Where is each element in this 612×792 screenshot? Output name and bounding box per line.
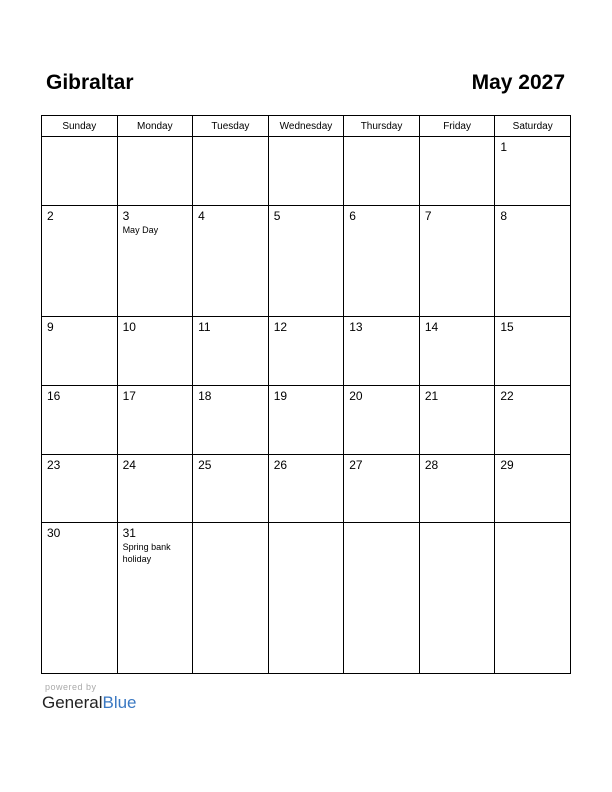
- day-cell: [193, 205, 269, 316]
- day-cell: [495, 385, 571, 454]
- day-number: 5: [273, 208, 281, 223]
- day-cell: [344, 317, 420, 386]
- day-cell: [495, 454, 571, 523]
- day-cell: [495, 523, 571, 674]
- day-cell: [419, 205, 495, 316]
- day-number: 13: [349, 320, 363, 335]
- weekday-header: Sunday: [42, 116, 118, 137]
- day-cell: [344, 205, 420, 316]
- day-number: 31: [122, 526, 136, 541]
- day-number: 11: [198, 320, 211, 335]
- day-cell: [344, 137, 420, 206]
- day-number: 3: [122, 208, 130, 223]
- brand-general: General: [42, 693, 103, 712]
- country-title: Gibraltar: [46, 71, 134, 94]
- day-cell: [193, 454, 269, 523]
- day-cell: [344, 523, 420, 674]
- day-cell: [117, 317, 193, 386]
- day-number: 29: [500, 457, 514, 472]
- day-number: 12: [273, 320, 288, 335]
- day-number: 18: [198, 388, 212, 403]
- weekday-header: Thursday: [344, 116, 420, 137]
- day-cell: [419, 385, 495, 454]
- calendar-grid: [41, 115, 571, 674]
- day-number: 22: [500, 388, 514, 403]
- week-row: [42, 385, 571, 454]
- day-cell: [42, 385, 118, 454]
- holiday-label: Spring bank holiday: [122, 542, 171, 565]
- day-number: 6: [349, 208, 356, 223]
- day-number: 7: [424, 208, 432, 223]
- day-number: 4: [198, 208, 205, 223]
- day-cell: [42, 523, 118, 674]
- day-number: 21: [424, 388, 439, 403]
- day-cell: [42, 205, 118, 316]
- day-cell: [42, 317, 118, 386]
- day-cell: [42, 454, 118, 523]
- day-number: 10: [122, 320, 136, 335]
- weekday-header: Saturday: [495, 116, 571, 137]
- day-number: 20: [349, 388, 363, 403]
- day-cell: [42, 137, 118, 206]
- day-number: 1: [500, 140, 508, 154]
- weekday-header: Tuesday: [193, 116, 269, 137]
- week-row: [42, 523, 571, 674]
- day-number: 28: [424, 457, 439, 472]
- day-cell: [268, 454, 344, 523]
- day-cell: [495, 137, 571, 206]
- day-number: 16: [47, 388, 61, 403]
- day-cell: [268, 385, 344, 454]
- day-number: 8: [500, 208, 508, 223]
- day-number: 9: [47, 320, 54, 335]
- day-number: 30: [47, 526, 61, 541]
- day-cell: [117, 205, 193, 316]
- day-number: 2: [47, 208, 54, 223]
- day-cell: [268, 523, 344, 674]
- day-cell: [193, 137, 269, 206]
- day-cell: [495, 205, 571, 316]
- day-cell: [344, 385, 420, 454]
- weekday-header: Wednesday: [268, 116, 344, 137]
- holiday-label: May Day: [122, 224, 159, 235]
- brand-blue: Blue: [102, 693, 137, 712]
- day-number: 17: [122, 388, 136, 403]
- day-number: 27: [349, 457, 363, 472]
- weekday-header: Monday: [117, 116, 193, 137]
- week-row: [42, 317, 571, 386]
- powered-by-text: powered by: [45, 682, 97, 692]
- month-year-title: May 2027: [471, 71, 565, 94]
- day-number: 23: [47, 457, 61, 472]
- day-number: 24: [122, 457, 136, 472]
- day-cell: [268, 205, 344, 316]
- day-cell: [419, 454, 495, 523]
- weekday-header-row: [42, 116, 571, 137]
- day-cell: [268, 137, 344, 206]
- day-cell: [344, 454, 420, 523]
- week-row: [42, 205, 571, 316]
- day-number: 26: [273, 457, 288, 472]
- day-cell: [193, 317, 269, 386]
- day-cell: [193, 385, 269, 454]
- day-cell: [117, 137, 193, 206]
- day-cell: [419, 317, 495, 386]
- week-row: [42, 137, 571, 206]
- day-cell: [419, 137, 495, 206]
- day-cell: [495, 317, 571, 386]
- day-number: 14: [424, 320, 439, 335]
- week-row: [42, 454, 571, 523]
- weekday-header: Friday: [419, 116, 495, 137]
- day-number: 25: [198, 457, 212, 472]
- day-cell: [117, 523, 193, 674]
- day-cell: [419, 523, 495, 674]
- day-number: 19: [273, 388, 288, 403]
- generalblue-logo[interactable]: [42, 693, 137, 713]
- day-cell: [117, 385, 193, 454]
- day-number: 15: [500, 320, 514, 335]
- day-cell: [117, 454, 193, 523]
- day-cell: [193, 523, 269, 674]
- day-cell: [268, 317, 344, 386]
